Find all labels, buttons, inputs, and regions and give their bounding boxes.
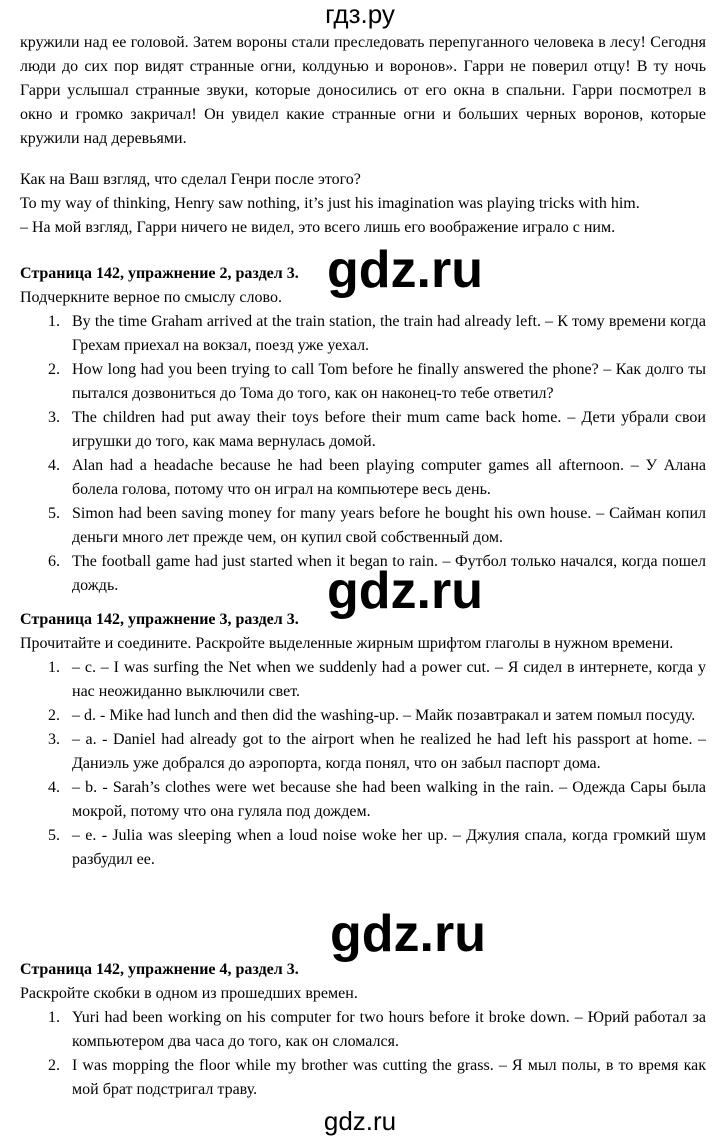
item-number: 5. bbox=[48, 505, 60, 522]
exercise-4 bbox=[20, 958, 706, 1102]
item-text: Yuri had been working on his computer for two hours before it broke down. – Юрий работал за компьютером два часа до того, как он сломался. bbox=[72, 1009, 706, 1050]
question-line-3: – На мой взгляд, Гарри ничего не видел, это всего лишь его воображение играло с ним. bbox=[20, 219, 616, 236]
exercise-4-heading: Страница 142, упражнение 4, раздел 3. bbox=[20, 961, 299, 978]
item-text: The football game had just started when it began to rain. – Футбол только начался, когда пошел дождь. bbox=[72, 553, 706, 594]
exercise-3 bbox=[20, 608, 706, 872]
item-number: 2. bbox=[48, 1057, 60, 1074]
list-item bbox=[20, 1054, 706, 1102]
list-item bbox=[20, 1006, 706, 1054]
list-item bbox=[20, 656, 706, 704]
exercise-3-heading: Страница 142, упражнение 3, раздел 3. bbox=[20, 611, 299, 628]
item-text: I was mopping the floor while my brother was cutting the grass. – Я мыл полы, в то время как мой брат подстригал траву. bbox=[72, 1057, 706, 1098]
exercise-3-list bbox=[20, 656, 706, 872]
watermark: gdz.ru bbox=[327, 241, 483, 299]
item-number: 6. bbox=[48, 553, 60, 570]
intro-text: кружили над ее головой. Затем вороны стали преследовать перепуганного человека в лесу! Сегодня люди до сих пор видят странные огни, колдунью и воронов». Гарри не поверил отцу! В ту ночь Гарри услышал странные звуки, которые доносились от его окна в спальни. Гарри посмотрел в окно и громко закричал! Он увидел какие странные огни и больших черных воронов, которые кружили над деревьями. bbox=[20, 34, 706, 147]
list-item bbox=[20, 776, 706, 824]
watermark: gdz.ru bbox=[330, 905, 486, 963]
site-footer: gdz.ru bbox=[323, 1106, 397, 1136]
exercise-2 bbox=[20, 262, 706, 598]
exercise-4-list bbox=[20, 1006, 706, 1102]
item-text: By the time Graham arrived at the train station, the train had already left. – К тому времени когда Грехам приехал на вокзал, поезд уже уехал. bbox=[72, 313, 706, 354]
item-text: The children had put away their toys before their mum came back home. – Дети убрали свои игрушки до того, как мама вернулась домой. bbox=[72, 409, 706, 450]
intro-paragraph bbox=[20, 31, 706, 151]
item-number: 5. bbox=[48, 827, 60, 844]
list-item bbox=[20, 310, 706, 358]
item-text: – c. – I was surfing the Net when we suddenly had a power cut. – Я сидел в интернете, когда у нас неожиданно выключили свет. bbox=[72, 659, 706, 700]
item-number: 4. bbox=[48, 457, 60, 474]
item-number: 2. bbox=[48, 707, 60, 724]
item-number: 4. bbox=[48, 779, 60, 796]
list-item bbox=[20, 358, 706, 406]
item-number: 2. bbox=[48, 361, 60, 378]
exercise-2-heading: Страница 142, упражнение 2, раздел 3. bbox=[20, 265, 299, 282]
item-number: 3. bbox=[48, 731, 60, 748]
list-item bbox=[20, 704, 706, 728]
list-item bbox=[20, 502, 706, 550]
exercise-4-instruction: Раскройте скобки в одном из прошедших времен. bbox=[20, 985, 358, 1002]
list-item bbox=[20, 454, 706, 502]
list-item bbox=[20, 406, 706, 454]
item-number: 1. bbox=[48, 313, 60, 330]
site-header: гдз.ру bbox=[325, 0, 395, 29]
question-line-2: To my way of thinking, Henry saw nothing, it’s just his imagination was playing tricks with him. bbox=[20, 195, 640, 212]
item-text: Alan had a headache because he had been playing computer games all afternoon. – У Алана болела голова, потому что он играл на компьютере весь день. bbox=[72, 457, 706, 498]
exercise-2-instruction: Подчеркните верное по смыслу слово. bbox=[20, 289, 282, 306]
item-number: 3. bbox=[48, 409, 60, 426]
item-text: – a. - Daniel had already got to the airport when he realized he had left his passport at home. – Даниэль уже добрался до аэропорта, когда понял, что он забыл паспорт дома. bbox=[72, 731, 706, 772]
list-item bbox=[20, 728, 706, 776]
item-number: 1. bbox=[48, 1009, 60, 1026]
question-line-1: Как на Ваш взгляд, что сделал Генри после этого? bbox=[20, 171, 361, 188]
watermark: gdz.ru bbox=[327, 562, 483, 620]
exercise-2-list bbox=[20, 310, 706, 598]
item-text: How long had you been trying to call Tom before he finally answered the phone? – Как долго ты пытался дозвониться до Тома до того, как он наконец-то тебе ответил? bbox=[72, 361, 706, 402]
item-text: – d. - Mike had lunch and then did the washing-up. – Майк позавтракал и затем помыл посуду. bbox=[72, 707, 696, 724]
item-text: – b. - Sarah’s clothes were wet because she had been walking in the rain. – Одежда Сары была мокрой, потому что она гуляла под дождем. bbox=[72, 779, 706, 820]
question-block bbox=[20, 168, 706, 240]
item-text: – e. - Julia was sleeping when a loud noise woke her up. – Джулия спала, когда громкий шум разбудил ее. bbox=[72, 827, 706, 868]
item-number: 1. bbox=[48, 659, 60, 676]
list-item bbox=[20, 824, 706, 872]
item-text: Simon had been saving money for many years before he bought his own house. – Сайман копил деньги много лет прежде чем, он купил свой собственный дом. bbox=[72, 505, 706, 546]
exercise-3-instruction: Прочитайте и соедините. Раскройте выделенные жирным шрифтом глаголы в нужном времени. bbox=[20, 635, 674, 652]
